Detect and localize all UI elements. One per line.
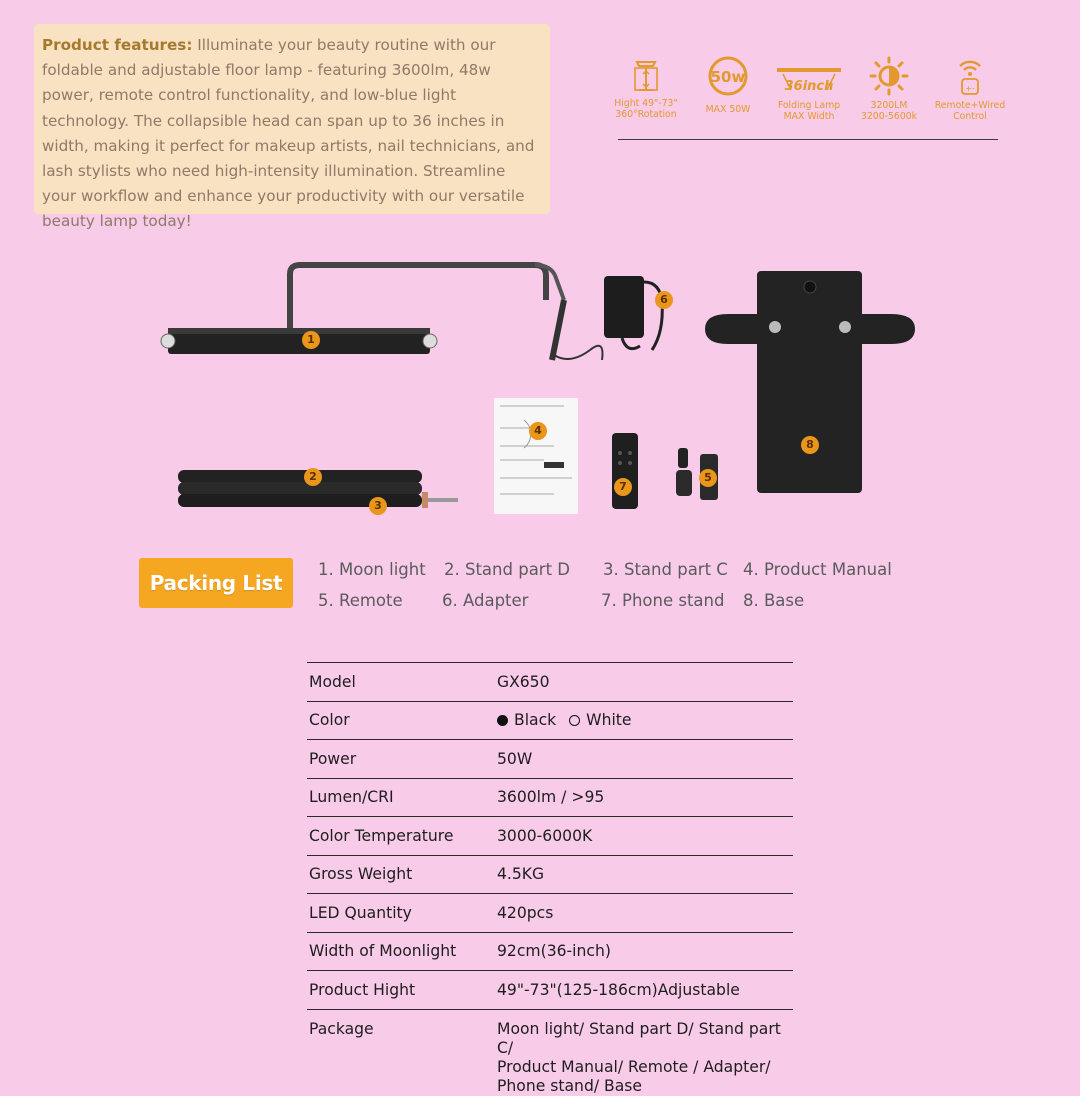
adapter-image (602, 272, 674, 354)
spec-label: Gross Weight (309, 865, 413, 884)
badge-7: 7 (614, 478, 632, 496)
badge-5: 5 (699, 469, 717, 487)
spec-row-height (307, 971, 793, 1010)
package-line: Phone stand/ Base (497, 1076, 643, 1095)
spec-value: 50W (497, 749, 533, 768)
package-line: Product Manual/ Remote / Adapter/ (497, 1057, 771, 1076)
spec-height-line2: 360°Rotation (615, 109, 677, 120)
spec-remote-line2: Control (953, 111, 987, 122)
spec-value: GX650 (497, 672, 550, 691)
spec-icon-strip (612, 56, 1004, 146)
spec-row-weight (307, 856, 793, 895)
pack-item-3: 3. Stand part C (603, 560, 728, 579)
brightness-icon (869, 56, 909, 96)
spec-label: Product Hight (309, 980, 416, 999)
color-options (497, 711, 793, 729)
pack-item-8: 8. Base (743, 591, 805, 610)
badge-6: 6 (655, 291, 673, 309)
pack-item-6: 6. Adapter (442, 591, 529, 610)
spec-brightness-line2: 3200-5600k (860, 111, 918, 122)
pack-item-7: 7. Phone stand (601, 591, 725, 610)
spec-label: LED Quantity (309, 903, 412, 922)
manual-image (494, 398, 578, 514)
power-badge-text: 50w (710, 68, 746, 86)
spec-folding-line2: MAX Width (783, 111, 835, 122)
spec-value: 420pcs (497, 903, 554, 922)
spec-power (685, 56, 771, 115)
folding-badge-text: 36inch (784, 79, 834, 94)
spec-table (307, 662, 793, 1096)
spec-label: Model (309, 672, 356, 691)
power-50w-icon (706, 56, 750, 96)
spec-remote-line1: Remote+Wired (934, 100, 1006, 111)
pack-item-4: 4. Product Manual (743, 560, 892, 579)
badge-4: 4 (529, 422, 547, 440)
spec-row-temperature (307, 817, 793, 856)
features-label: Product features: (42, 36, 193, 54)
svg-text:+-: +- (965, 84, 975, 93)
spec-row-color (307, 702, 793, 741)
spec-label: Lumen/CRI (309, 788, 394, 807)
spec-label: Color (309, 711, 350, 730)
white-swatch-icon (569, 715, 580, 726)
pack-item-2: 2. Stand part D (444, 560, 571, 579)
spec-value: 92cm(36-inch) (497, 942, 611, 961)
remote-wired-icon (953, 56, 987, 96)
badge-1: 1 (302, 331, 320, 349)
spec-folding-line1: Folding Lamp (777, 100, 841, 111)
spec-value: 4.5KG (497, 865, 545, 884)
height-rotation-icon (629, 56, 663, 94)
spec-value: 3000-6000K (497, 826, 593, 845)
spec-label: Width of Moonlight (309, 942, 457, 961)
spec-row-model (307, 663, 793, 702)
spec-label: Package (309, 1019, 374, 1038)
package-line: Moon light/ Stand part D/ Stand part C/ (497, 1019, 781, 1057)
spec-height-rotation (603, 56, 689, 120)
spec-row-power (307, 740, 793, 779)
spec-row-width (307, 933, 793, 972)
badge-2: 2 (304, 468, 322, 486)
pack-item-5: 5. Remote (318, 591, 403, 610)
spec-row-lumen (307, 779, 793, 818)
spec-label: Color Temperature (309, 826, 454, 845)
spec-folding (766, 56, 852, 122)
black-swatch-icon (497, 715, 508, 726)
spec-label: Power (309, 749, 357, 768)
spec-value: 3600lm / >95 (497, 788, 605, 807)
badge-3: 3 (369, 497, 387, 515)
color-black-label: Black (514, 711, 557, 730)
moon-light-image (150, 260, 620, 375)
spec-remote (927, 56, 1013, 122)
spec-value: 49"-73"(125-186cm)Adjustable (497, 980, 740, 999)
pack-item-1: 1. Moon light (318, 560, 426, 579)
remote-image (612, 433, 638, 509)
spec-power-line1: MAX 50W (705, 104, 751, 115)
spec-row-led (307, 894, 793, 933)
spec-strip-divider (618, 139, 998, 140)
product-features-box (34, 24, 550, 231)
spec-brightness-line1: 3200LM (870, 100, 908, 111)
packing-list-label: Packing List (139, 558, 293, 608)
features-text: Illuminate your beauty routine with our foldable and adjustable floor lamp - featuring 3600lm, 48w power, remote control functionality, and low-blue light technology. The collapsible head can span up to 36 inches in width, making it perfect for makeup artists, nail technicians, and lash stylists who need high-intensity illumination. Streamline your workflow and enhance your productivity with our versatile beauty lamp today! (42, 36, 535, 231)
spec-brightness (846, 56, 932, 122)
color-white-label: White (586, 711, 632, 730)
folding-lamp-icon (773, 56, 845, 96)
base-image (703, 269, 918, 495)
package-contents (497, 1020, 793, 1096)
badge-8: 8 (801, 436, 819, 454)
spec-height-line1: Hight 49"-73" (614, 98, 678, 109)
spec-row-package (307, 1010, 793, 1096)
product-illustration (140, 250, 940, 530)
